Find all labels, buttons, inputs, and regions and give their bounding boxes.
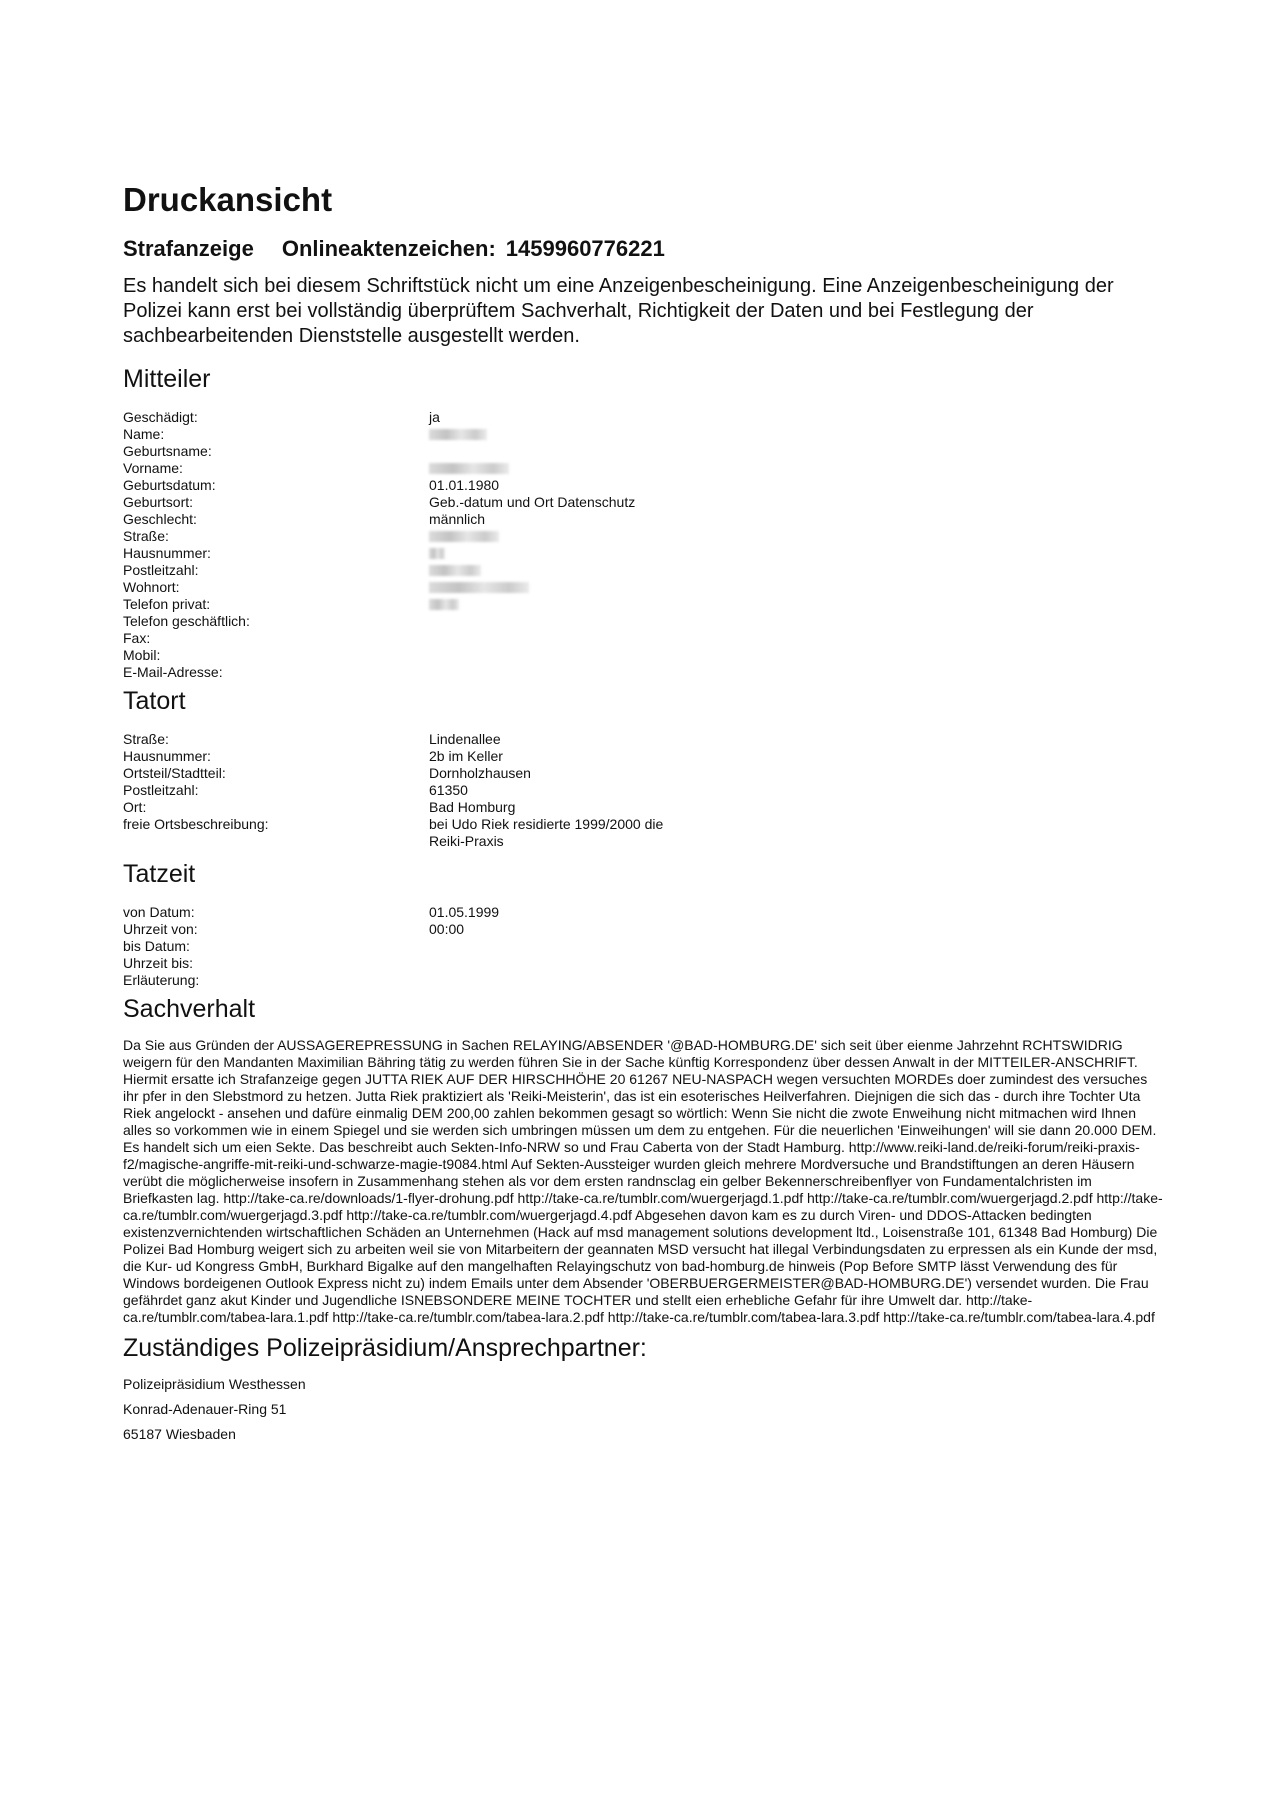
page-title: Druckansicht: [123, 181, 333, 218]
field-value: [429, 579, 1165, 596]
field-label: Postleitzahl:: [123, 782, 199, 798]
tatort-fields: [123, 731, 1165, 850]
field-value: männlich: [429, 511, 486, 527]
field-value: [429, 972, 1165, 989]
field-label: Geburtsort:: [123, 494, 194, 510]
tatzeit-row: [123, 972, 1165, 989]
tatort-row: [123, 799, 1165, 816]
field-label: Ortsteil/Stadtteil:: [123, 765, 226, 781]
field-value: Dornholzhausen: [429, 765, 531, 781]
redacted-value: [429, 548, 445, 559]
redacted-value: [429, 582, 529, 593]
field-value: [429, 664, 1165, 681]
field-label: Wohnort:: [123, 579, 180, 595]
mitteiler-row: [123, 511, 1165, 528]
mitteiler-row: [123, 426, 1165, 443]
contact-line: 65187 Wiesbaden: [123, 1426, 236, 1442]
field-label: Geburtsname:: [123, 443, 212, 459]
field-value: 61350: [429, 782, 468, 798]
field-value: Geb.-datum und Ort Datenschutz: [429, 494, 636, 510]
mitteiler-row: [123, 596, 1165, 613]
mitteiler-row: [123, 647, 1165, 664]
mitteiler-row: [123, 460, 1165, 477]
field-label: bis Datum:: [123, 938, 190, 954]
mitteiler-row: [123, 579, 1165, 596]
tatzeit-row: [123, 955, 1165, 972]
field-value: [429, 938, 1165, 955]
section-title-mitteiler: Mitteiler: [123, 365, 211, 393]
field-label: Postleitzahl:: [123, 562, 199, 578]
section-title-tatzeit: Tatzeit: [123, 860, 196, 888]
field-label: Fax:: [123, 630, 151, 646]
field-value: ja: [429, 409, 440, 425]
redacted-value: [429, 565, 481, 576]
field-value: [429, 545, 1165, 562]
contact-line: Konrad-Adenauer-Ring 51: [123, 1401, 287, 1417]
field-value: Lindenallee: [429, 731, 501, 747]
field-label: freie Ortsbeschreibung:: [123, 816, 269, 832]
field-value: [429, 460, 1165, 477]
mitteiler-row: [123, 630, 1165, 647]
field-value: 00:00: [429, 921, 465, 937]
section-title-zustaendig: Zuständiges Polizeipräsidium/Ansprechpartner:: [123, 1334, 647, 1362]
field-value: 01.01.1980: [429, 477, 500, 493]
field-label: Uhrzeit bis:: [123, 955, 194, 971]
aktenzeichen-label: Onlineaktenzeichen:: [281, 236, 496, 261]
aktenzeichen-value: 1459960776221: [505, 236, 665, 261]
redacted-value: [429, 531, 499, 542]
field-label: Uhrzeit von:: [123, 921, 198, 937]
field-label: Geburtsdatum:: [123, 477, 216, 493]
intro-notice: Es handelt sich bei diesem Schriftstück nicht um eine Anzeigenbescheinigung. Eine Anzeigenbescheinigung der Polizei kann erst bei vollständig überprüftem Sachverhalt, Richtigkeit der Daten und bei Festlegung der sachbearbeitenden Dienststelle ausgestellt werden.: [123, 275, 1114, 347]
redacted-value: [429, 599, 459, 610]
tatzeit-row: [123, 921, 1165, 938]
field-value: [429, 630, 1165, 647]
field-label: Straße:: [123, 528, 169, 544]
mitteiler-row: [123, 562, 1165, 579]
tatort-row: [123, 782, 1165, 799]
field-label: Telefon privat:: [123, 596, 211, 612]
tatort-row: [123, 816, 1165, 850]
field-label: Hausnummer:: [123, 545, 211, 561]
field-label: E-Mail-Adresse:: [123, 664, 223, 680]
tatort-row: [123, 748, 1165, 765]
field-value: [429, 528, 1165, 545]
document-type: Strafanzeige: [123, 236, 254, 261]
tatort-row: [123, 731, 1165, 748]
redacted-value: [429, 429, 487, 440]
mitteiler-row: [123, 664, 1165, 681]
mitteiler-fields: [123, 409, 1165, 681]
field-value: [429, 562, 1165, 579]
mitteiler-row: [123, 494, 1165, 511]
mitteiler-row: [123, 443, 1165, 460]
sachverhalt-text: Da Sie aus Gründen der AUSSAGEREPRESSUNG in Sachen RELAYING/ABSENDER '@BAD-HOMBURG.DE' sich seit über eienme Jahrzehnt RCHTSWIDRIG weigern für den Mandanten Maximilian Bähring tätig zu werden führen Sie in der Sache künftig Korrespondenz über dessen Anwalt in der MITTEILER-ANSCHRIFT. Hiermit ersatte ich Strafanzeige gegen JUTTA RIEK AUF DER HIRSCHHÖHE 20 61267 NEU-NASPACH wegen versuchten MORDEs doer zumindest des versuches ihr pfer in den Slebstmord zu hetzen. Jutta Riek praktiziert als 'Reiki-Meisterin', das ist ein esoterisches Heilverfahren. Diejnigen die sich das - durch ihre Tochter Uta Riek angelockt - ansehen und dafüre einmalig DEM 200,00 zahlen bekommen gesagt so wörtlich: Wenn Sie nicht die zwote Enweihung nicht mitmachen wird Ihnen alles so vorkommen wie in einem Spiegel und sie werden sich umbringen müssen um dem zu entgehen. Für die neuerlichen 'Einweihungen' will sie dann 20.000 DEM. Es handelt sich um eien Sekte. Das beschreibt auch Sekten-Info-NRW so und Frau Caberta von der Stadt Hamburg. http://www.reiki-land.de/reiki-forum/reiki-praxis-f2/magische-angriffe-mit-reiki-und-schwarze-magie-t9084.html Auf Sekten-Aussteiger wurden gleich mehrere Mordversuche und Brandstiftungen an deren Häusern verübt die möglicherweise insofern in Zusammenhang stehen als vor dem ersten randnsclag ein gelber Bekennerschreibenflyer von Fundamentalchristen im Briefkasten lag. http://take-ca.re/downloads/1-flyer-drohung.pdf http://take-ca.re/tumblr.com/wuergerjagd.1.pdf http://take-ca.re/tumblr.com/wuergerjagd.2.pdf http://take-ca.re/tumblr.com/wuergerjagd.3.pdf http://take-ca.re/tumblr.com/wuergerjagd.4.pdf Abgesehen davon kam es zu durch Viren- und DDOS-Attacken bedingten existenzvernichtenden wirtschaftlichen Schäden an Unternehmen (Hack auf msd management solutions development ltd., Loisenstraße 101, 61348 Bad Homburg) Die Polizei Bad Homburg weigert sich zu arbeiten weil sie von Mitarbeitern der geannaten MSD versucht hat illegal Verbindungsdaten zu erpressen als ein Kunde der msd, die Kur- ud Kongress GmbH, Burkhard Bigalke auf den mangelhaften Relayingschutz von bad-homburg.de hinweis (Pop Before SMTP lässt Verwendung des für Windows bordeigenen Outlook Express nicht zu) indem Emails unter dem Absender 'OBERBUERGERMEISTER@BAD-HOMBURG.DE') versendet wurden. Die Frau gefährdet ganz akut Kinder und Jugendliche ISNEBSONDERE MEINE TOCHTER und stellt eien erhebliche Gefahr für ihre Umwelt dar. http://take-ca.re/tumblr.com/tabea-lara.1.pdf http://take-ca.re/tumblr.com/tabea-lara.2.pdf http://take-ca.re/tumblr.com/tabea-lara.3.pdf http://take-ca.re/tumblr.com/tabea-lara.4.pdf: [123, 1037, 1163, 1325]
field-value: [429, 596, 1165, 613]
redacted-value: [429, 463, 509, 474]
field-label: Vorname:: [123, 460, 183, 476]
field-value: [429, 613, 1165, 630]
mitteiler-row: [123, 528, 1165, 545]
document-page: [123, 178, 1165, 1451]
mitteiler-row: [123, 545, 1165, 562]
field-label: von Datum:: [123, 904, 195, 920]
section-title-sachverhalt: Sachverhalt: [123, 995, 256, 1023]
tatzeit-row: [123, 904, 1165, 921]
field-label: Telefon geschäftlich:: [123, 613, 250, 629]
field-value: [429, 955, 1165, 972]
field-value: [429, 426, 1165, 443]
section-title-tatort: Tatort: [123, 687, 186, 715]
field-label: Mobil:: [123, 647, 161, 663]
document-subtitle: [123, 234, 1165, 264]
field-value: 01.05.1999: [429, 904, 500, 920]
field-value: Bad Homburg: [429, 799, 516, 815]
tatzeit-row: [123, 938, 1165, 955]
mitteiler-row: [123, 477, 1165, 494]
field-value: bei Udo Riek residierte 1999/2000 die Reiki-Praxis: [429, 816, 664, 849]
field-label: Hausnummer:: [123, 748, 211, 764]
field-label: Ort:: [123, 799, 147, 815]
field-value: 2b im Keller: [429, 748, 503, 764]
mitteiler-row: [123, 613, 1165, 630]
tatzeit-fields: [123, 904, 1165, 989]
field-label: Geschädigt:: [123, 409, 198, 425]
tatort-row: [123, 765, 1165, 782]
contact-line: Polizeipräsidium Westhessen: [123, 1376, 306, 1392]
field-label: Name:: [123, 426, 165, 442]
field-label: Straße:: [123, 731, 169, 747]
field-value: [429, 443, 1165, 460]
field-label: Geschlecht:: [123, 511, 197, 527]
field-value: [429, 647, 1165, 664]
mitteiler-row: [123, 409, 1165, 426]
field-label: Erläuterung:: [123, 972, 200, 988]
contact-block: [123, 1376, 1165, 1443]
